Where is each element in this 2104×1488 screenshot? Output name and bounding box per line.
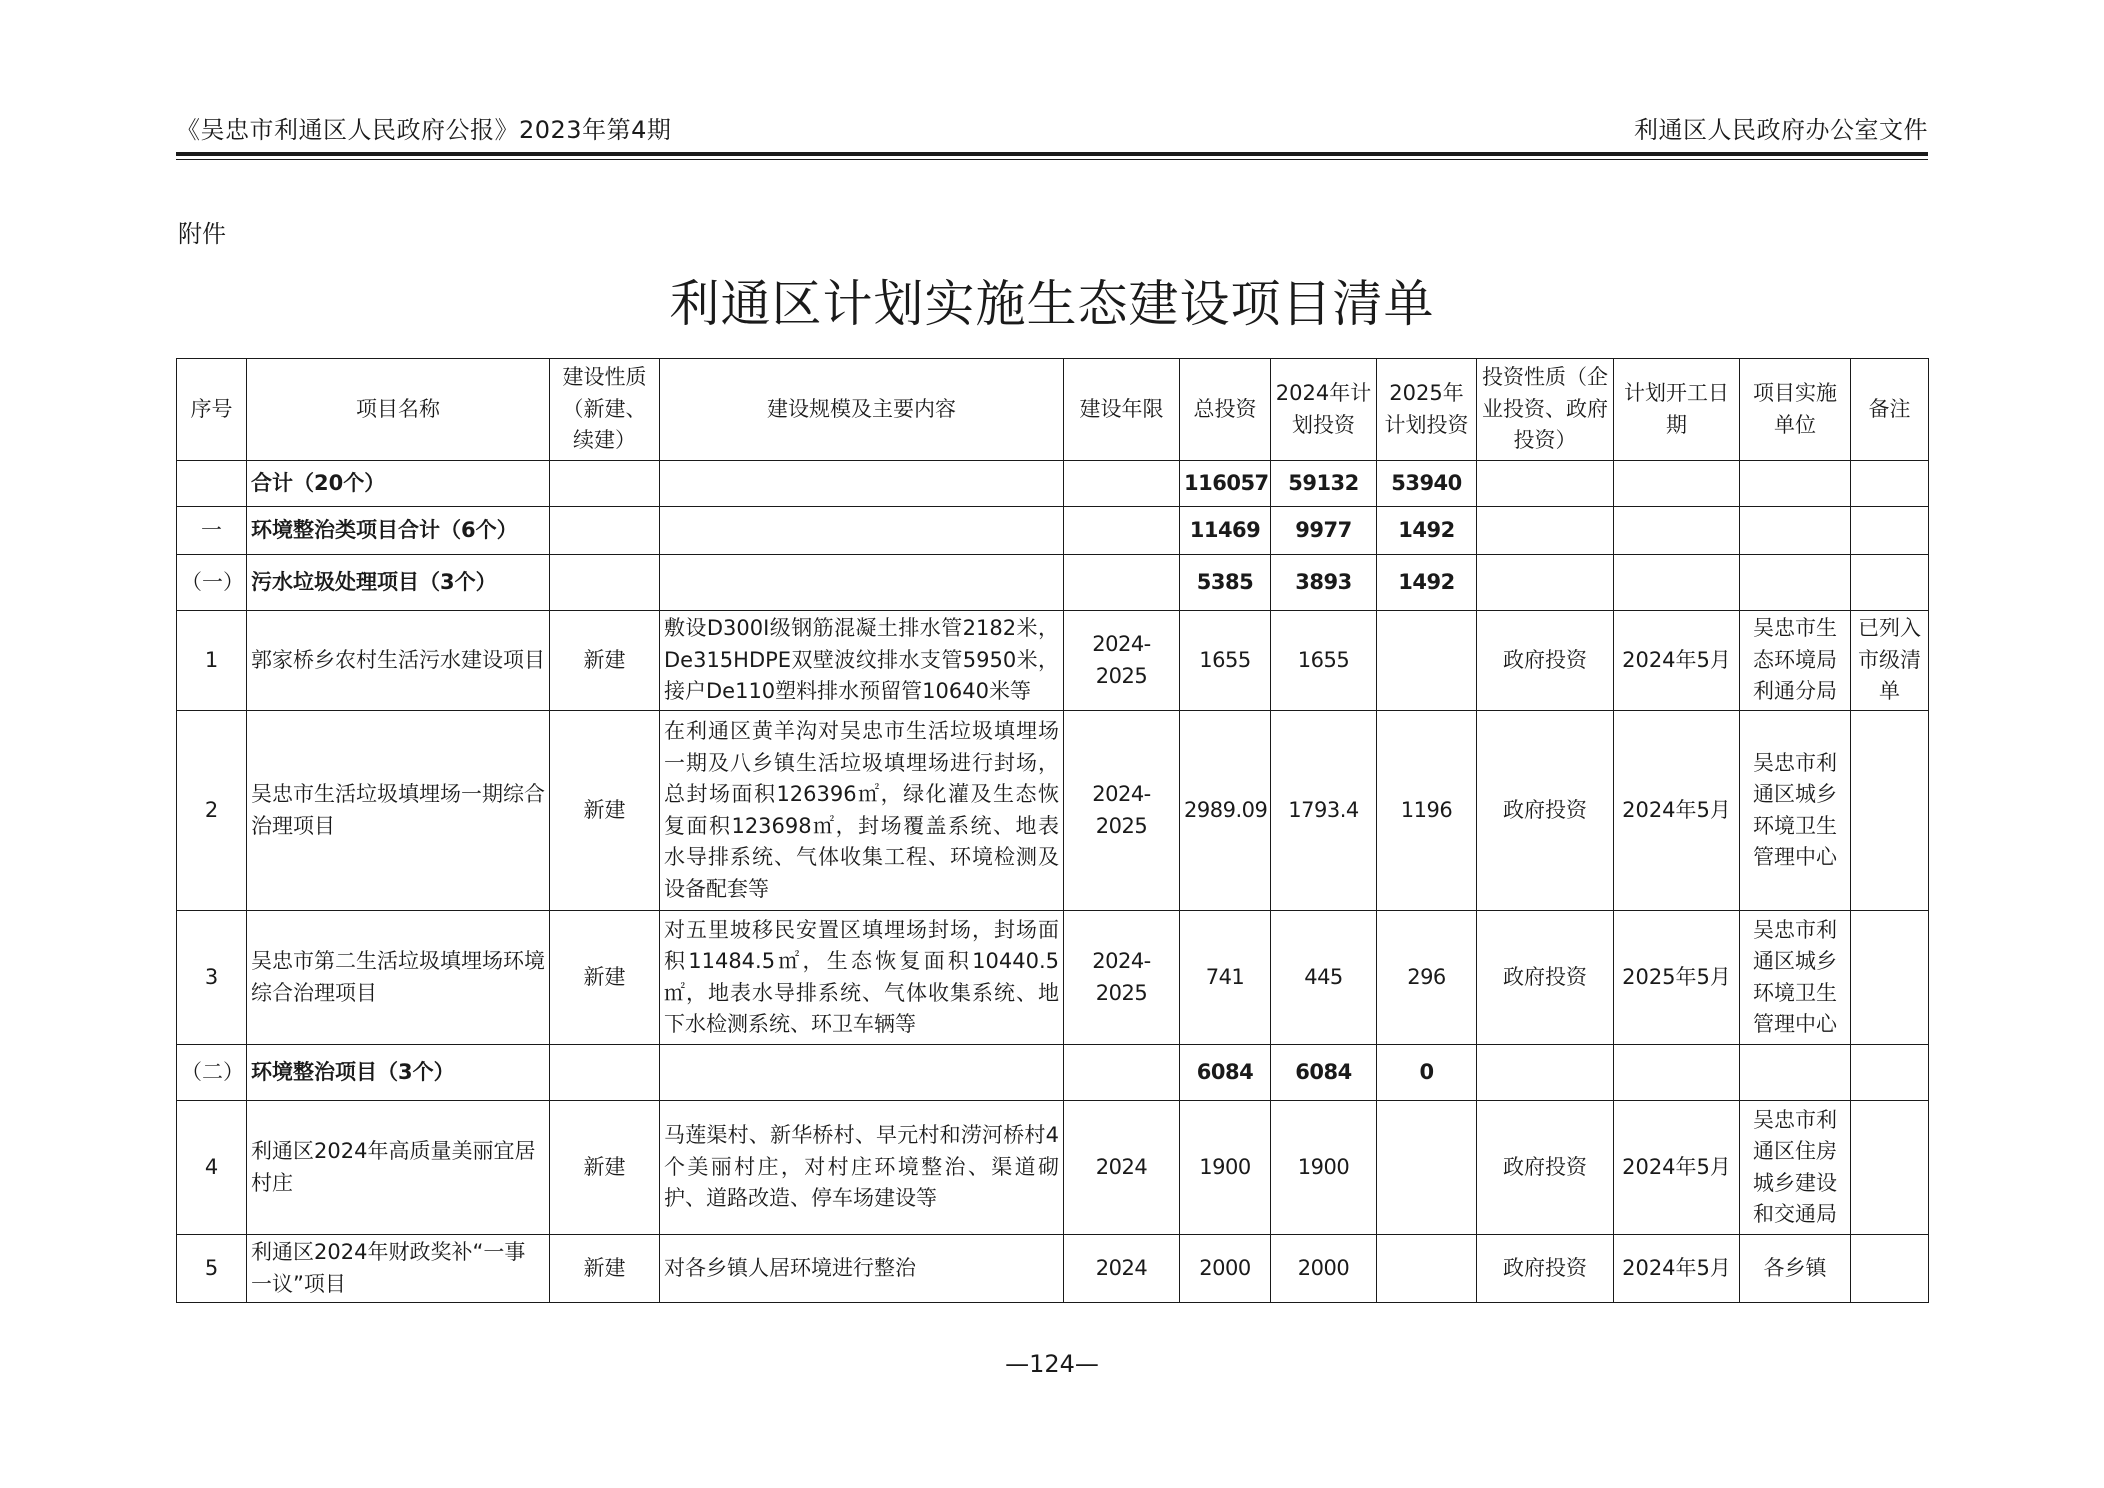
implementing-unit-cell: 吴忠市利通区住房城乡建设和交通局 <box>1740 1101 1851 1235</box>
issuer-header: 利通区人民政府办公室文件 <box>1634 116 1928 144</box>
remark-cell <box>1851 461 1929 507</box>
column-header: 总投资 <box>1180 359 1271 461</box>
project-name-cell: 环境整治项目（3个） <box>247 1045 550 1101</box>
planned-start-date-cell: 2024年5月 <box>1614 1235 1740 1303</box>
column-header: 计划开工日期 <box>1614 359 1740 461</box>
project-row <box>177 911 1929 1045</box>
build-nature-cell: 新建 <box>550 1235 660 1303</box>
project-name-cell: 环境整治类项目合计（6个） <box>247 507 550 555</box>
build-period-cell <box>1064 507 1180 555</box>
project-name-cell: 吴忠市生活垃圾填埋场一期综合治理项目 <box>247 711 550 911</box>
build-content-cell: 对五里坡移民安置区填埋场封场，封场面积11484.5㎡，生态恢复面积10440.5㎡，地表水导排系统、气体收集系统、地下水检测系统、环卫车辆等 <box>660 911 1064 1045</box>
summary-row <box>177 555 1929 611</box>
build-period-cell <box>1064 555 1180 611</box>
project-row <box>177 611 1929 711</box>
total-investment-cell: 5385 <box>1180 555 1271 611</box>
row-number-cell: 2 <box>177 711 247 911</box>
total-investment-cell: 6084 <box>1180 1045 1271 1101</box>
build-nature-cell: 新建 <box>550 611 660 711</box>
row-number-cell: 一 <box>177 507 247 555</box>
project-name-cell: 郭家桥乡农村生活污水建设项目 <box>247 611 550 711</box>
row-number-cell: （一） <box>177 555 247 611</box>
column-header: 项目实施单位 <box>1740 359 1851 461</box>
summary-row <box>177 1045 1929 1101</box>
bulletin-issue-header: 《吴忠市利通区人民政府公报》2023年第4期 <box>176 116 672 144</box>
build-period-cell: 2024-2025 <box>1064 611 1180 711</box>
planned-start-date-cell <box>1614 461 1740 507</box>
build-content-cell: 马莲渠村、新华桥村、早元村和涝河桥村4个美丽村庄，对村庄环境整治、渠道砌护、道路改造、停车场建设等 <box>660 1101 1064 1235</box>
row-number-cell: 5 <box>177 1235 247 1303</box>
remark-cell <box>1851 507 1929 555</box>
investment-2025-cell: 1492 <box>1377 507 1477 555</box>
row-number-cell: （二） <box>177 1045 247 1101</box>
investment-2025-cell <box>1377 1235 1477 1303</box>
row-number-cell <box>177 461 247 507</box>
build-period-cell <box>1064 1045 1180 1101</box>
build-content-cell <box>660 507 1064 555</box>
investment-2025-cell: 0 <box>1377 1045 1477 1101</box>
implementing-unit-cell: 各乡镇 <box>1740 1235 1851 1303</box>
column-header: 投资性质（企业投资、政府投资） <box>1477 359 1614 461</box>
header-rule-thick <box>176 152 1928 156</box>
total-investment-cell: 1655 <box>1180 611 1271 711</box>
total-investment-cell: 116057 <box>1180 461 1271 507</box>
implementing-unit-cell: 吴忠市生态环境局利通分局 <box>1740 611 1851 711</box>
summary-row <box>177 461 1929 507</box>
remark-cell <box>1851 1045 1929 1101</box>
investment-type-cell <box>1477 507 1614 555</box>
implementing-unit-cell <box>1740 507 1851 555</box>
total-investment-cell: 741 <box>1180 911 1271 1045</box>
implementing-unit-cell <box>1740 461 1851 507</box>
header-rule-thin <box>176 159 1928 160</box>
investment-2025-cell: 1196 <box>1377 711 1477 911</box>
investment-2024-cell: 445 <box>1271 911 1377 1045</box>
build-nature-cell <box>550 461 660 507</box>
planned-start-date-cell <box>1614 1045 1740 1101</box>
project-name-cell: 合计（20个） <box>247 461 550 507</box>
row-number-cell: 3 <box>177 911 247 1045</box>
investment-2025-cell <box>1377 611 1477 711</box>
project-row <box>177 1101 1929 1235</box>
project-list-table <box>176 358 1929 1303</box>
total-investment-cell: 1900 <box>1180 1101 1271 1235</box>
build-period-cell: 2024 <box>1064 1101 1180 1235</box>
investment-2024-cell: 1900 <box>1271 1101 1377 1235</box>
build-nature-cell: 新建 <box>550 911 660 1045</box>
page-number: —124— <box>1005 1350 1099 1378</box>
build-content-cell: 在利通区黄羊沟对吴忠市生活垃圾填埋场一期及八乡镇生活垃圾填埋场进行封场，总封场面积126396㎡，绿化灌及生态恢复面积123698㎡，封场覆盖系统、地表水导排系统、气体收集工程、环境检测及设备配套等 <box>660 711 1064 911</box>
investment-2024-cell: 9977 <box>1271 507 1377 555</box>
investment-2025-cell: 53940 <box>1377 461 1477 507</box>
investment-type-cell <box>1477 555 1614 611</box>
build-nature-cell <box>550 555 660 611</box>
project-name-cell: 利通区2024年财政奖补“一事一议”项目 <box>247 1235 550 1303</box>
implementing-unit-cell <box>1740 1045 1851 1101</box>
remark-cell <box>1851 555 1929 611</box>
planned-start-date-cell: 2024年5月 <box>1614 711 1740 911</box>
build-period-cell <box>1064 461 1180 507</box>
investment-type-cell <box>1477 1045 1614 1101</box>
table-header-row <box>177 359 1929 461</box>
planned-start-date-cell <box>1614 507 1740 555</box>
build-content-cell: 敷设D300I级钢筋混凝土排水管2182米，De315HDPE双壁波纹排水支管5950米，接户De110塑料排水预留管10640米等 <box>660 611 1064 711</box>
investment-type-cell <box>1477 461 1614 507</box>
total-investment-cell: 2989.09 <box>1180 711 1271 911</box>
remark-cell <box>1851 1101 1929 1235</box>
build-content-cell <box>660 461 1064 507</box>
planned-start-date-cell: 2025年5月 <box>1614 911 1740 1045</box>
implementing-unit-cell <box>1740 555 1851 611</box>
column-header: 2025年计划投资 <box>1377 359 1477 461</box>
column-header: 备注 <box>1851 359 1929 461</box>
investment-type-cell: 政府投资 <box>1477 1235 1614 1303</box>
row-number-cell: 1 <box>177 611 247 711</box>
column-header: 建设规模及主要内容 <box>660 359 1064 461</box>
total-investment-cell: 11469 <box>1180 507 1271 555</box>
build-nature-cell: 新建 <box>550 711 660 911</box>
project-row <box>177 1235 1929 1303</box>
planned-start-date-cell <box>1614 555 1740 611</box>
remark-cell <box>1851 1235 1929 1303</box>
investment-2025-cell: 296 <box>1377 911 1477 1045</box>
planned-start-date-cell: 2024年5月 <box>1614 1101 1740 1235</box>
column-header: 2024年计划投资 <box>1271 359 1377 461</box>
column-header: 序号 <box>177 359 247 461</box>
investment-type-cell: 政府投资 <box>1477 611 1614 711</box>
investment-2025-cell <box>1377 1101 1477 1235</box>
investment-2024-cell: 1793.4 <box>1271 711 1377 911</box>
investment-type-cell: 政府投资 <box>1477 911 1614 1045</box>
remark-cell <box>1851 711 1929 911</box>
project-name-cell: 污水垃圾处理项目（3个） <box>247 555 550 611</box>
investment-2024-cell: 3893 <box>1271 555 1377 611</box>
investment-2025-cell: 1492 <box>1377 555 1477 611</box>
build-nature-cell: 新建 <box>550 1101 660 1235</box>
column-header: 建设性质（新建、续建） <box>550 359 660 461</box>
remark-cell: 已列入市级清单 <box>1851 611 1929 711</box>
investment-2024-cell: 6084 <box>1271 1045 1377 1101</box>
investment-2024-cell: 2000 <box>1271 1235 1377 1303</box>
row-number-cell: 4 <box>177 1101 247 1235</box>
build-nature-cell <box>550 507 660 555</box>
investment-2024-cell: 59132 <box>1271 461 1377 507</box>
project-row <box>177 711 1929 911</box>
planned-start-date-cell: 2024年5月 <box>1614 611 1740 711</box>
build-nature-cell <box>550 1045 660 1101</box>
remark-cell <box>1851 911 1929 1045</box>
build-content-cell <box>660 1045 1064 1101</box>
attachment-label: 附件 <box>178 220 226 248</box>
column-header: 建设年限 <box>1064 359 1180 461</box>
project-name-cell: 利通区2024年高质量美丽宜居村庄 <box>247 1101 550 1235</box>
build-content-cell: 对各乡镇人居环境进行整治 <box>660 1235 1064 1303</box>
total-investment-cell: 2000 <box>1180 1235 1271 1303</box>
build-period-cell: 2024-2025 <box>1064 711 1180 911</box>
project-name-cell: 吴忠市第二生活垃圾填埋场环境综合治理项目 <box>247 911 550 1045</box>
investment-type-cell: 政府投资 <box>1477 1101 1614 1235</box>
document-title: 利通区计划实施生态建设项目清单 <box>669 275 1435 333</box>
build-period-cell: 2024-2025 <box>1064 911 1180 1045</box>
build-period-cell: 2024 <box>1064 1235 1180 1303</box>
build-content-cell <box>660 555 1064 611</box>
implementing-unit-cell: 吴忠市利通区城乡环境卫生管理中心 <box>1740 911 1851 1045</box>
column-header: 项目名称 <box>247 359 550 461</box>
implementing-unit-cell: 吴忠市利通区城乡环境卫生管理中心 <box>1740 711 1851 911</box>
summary-row <box>177 507 1929 555</box>
investment-2024-cell: 1655 <box>1271 611 1377 711</box>
investment-type-cell: 政府投资 <box>1477 711 1614 911</box>
